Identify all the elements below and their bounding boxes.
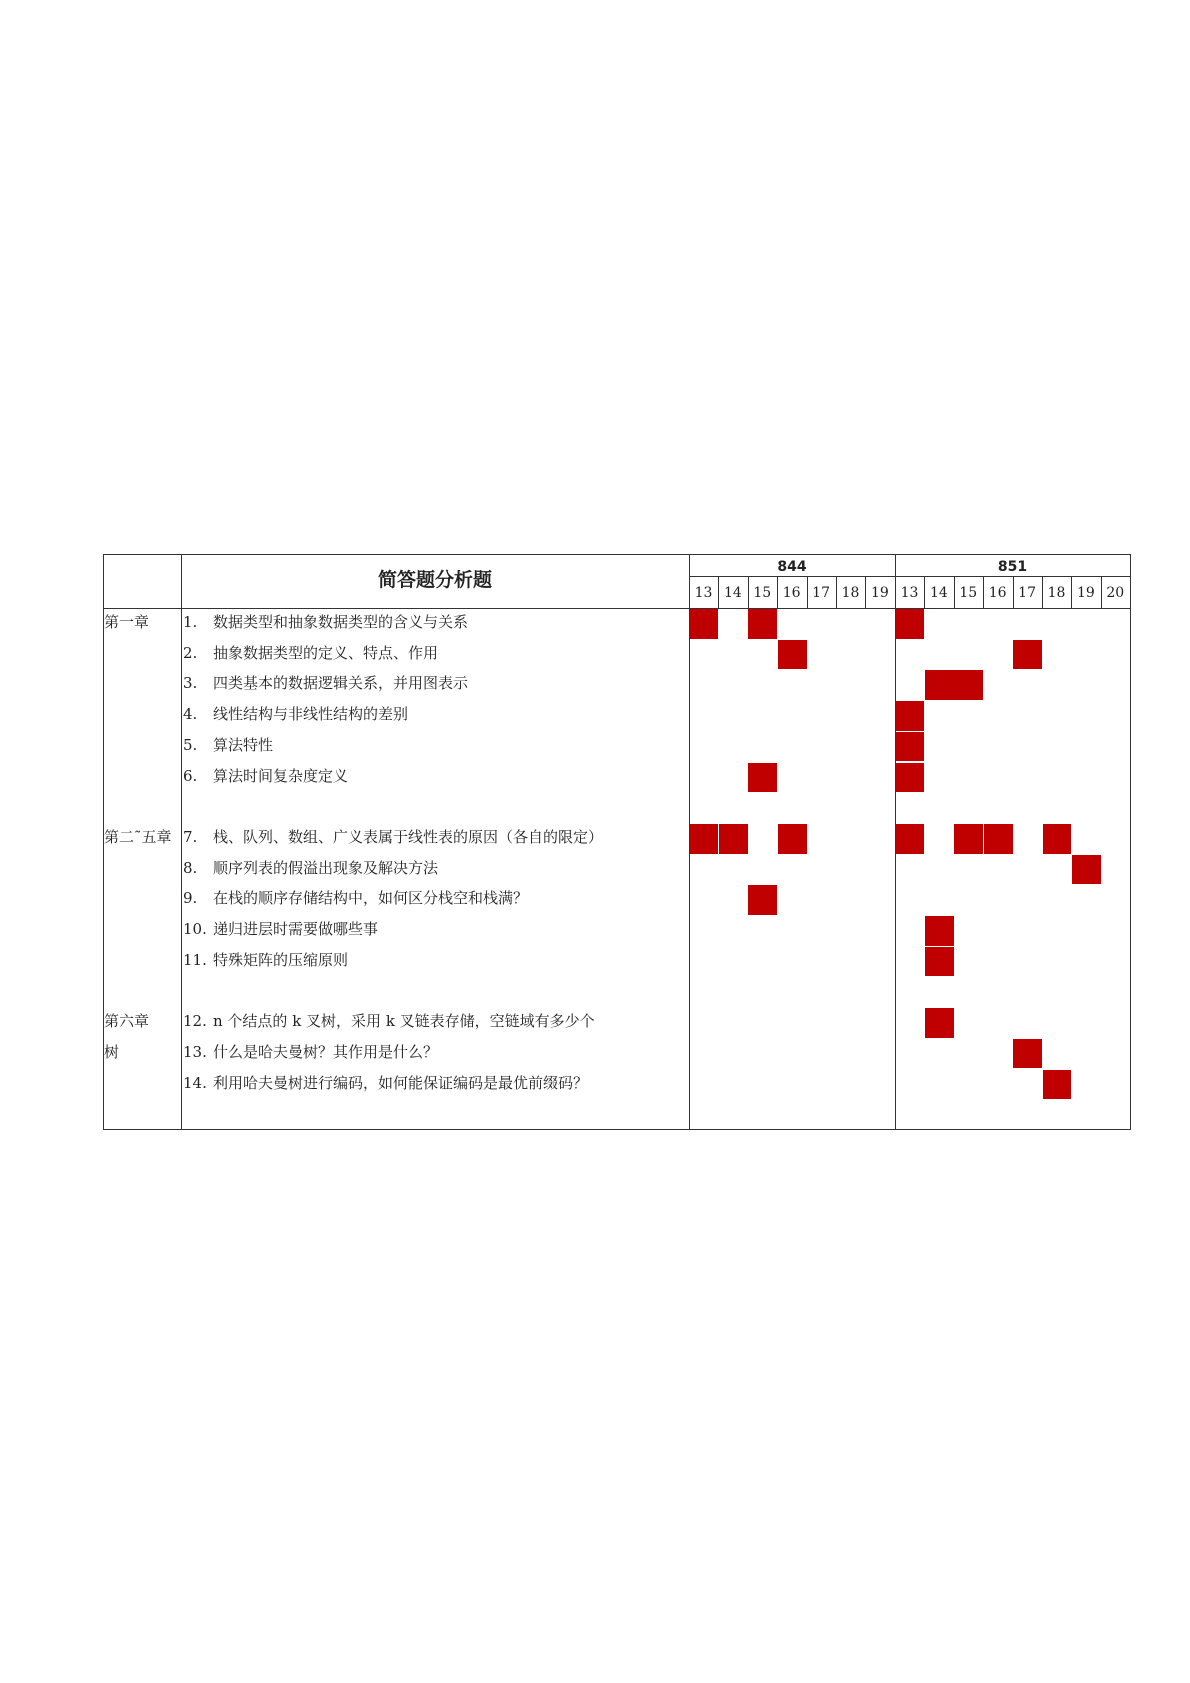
year-header: 20 (1106, 585, 1125, 601)
mark-851-16 (984, 824, 1013, 854)
year-header: 17 (812, 585, 830, 601)
mark-851-14 (925, 916, 954, 946)
question-number: 13. (183, 1042, 207, 1061)
question-text: 利用哈夫曼树进行编码，如何能保证编码是最优前缀码？ (213, 1073, 589, 1092)
question-text: 线性结构与非线性结构的差别 (213, 705, 409, 724)
table-title: 简答题分析题 (377, 569, 492, 591)
question-number: 11. (183, 950, 207, 969)
chapter-label: 第一章 (104, 613, 150, 631)
table-border-h (103, 554, 1131, 555)
chapter-label: 第六章 (104, 1012, 150, 1031)
table-border-v (181, 554, 182, 1130)
question-text: n 个结点的 k 叉树，采用 k 叉链表存储，空链域有多少个 (213, 1012, 595, 1031)
question-text: 什么是哈夫曼树？其作用是什么？ (213, 1042, 439, 1061)
mark-851-13 (896, 763, 925, 793)
mark-851-14 (925, 670, 954, 700)
question-text: 递归进层时需要做哪些事 (213, 920, 379, 938)
table-border-h (103, 608, 1131, 609)
table-border-v (1130, 554, 1131, 1130)
question-number: 4. (183, 705, 198, 724)
mark-844-15 (748, 609, 777, 639)
mark-851-13 (896, 701, 925, 731)
year-header: 18 (841, 585, 860, 601)
mark-851-13 (896, 609, 925, 639)
group-header-844: 844 (777, 559, 807, 575)
mark-851-14 (925, 947, 954, 977)
year-header: 13 (694, 585, 713, 601)
question-number: 12. (183, 1012, 207, 1031)
mark-844-13 (690, 609, 719, 639)
mark-851-17 (1013, 640, 1042, 670)
question-text: 特殊矩阵的压缩原则 (213, 950, 349, 969)
question-text: 顺序列表的假溢出现象及解决方法 (213, 858, 439, 877)
year-header: 17 (1018, 585, 1036, 601)
question-text: 栈、队列、数组、广义表属于线性表的原因（各自的限定） (213, 827, 604, 846)
table-border-h (103, 1129, 1131, 1130)
question-text: 抽象数据类型的定义、特点、作用 (213, 643, 439, 662)
mark-851-15 (954, 824, 983, 854)
question-number: 14. (183, 1073, 207, 1092)
mark-844-14 (719, 824, 748, 854)
year-header: 19 (870, 585, 889, 601)
question-text: 算法时间复杂度定义 (213, 766, 349, 785)
mark-851-14 (925, 1008, 954, 1038)
question-number: 6. (183, 766, 198, 785)
question-text: 四类基本的数据逻辑关系，并用图表示 (213, 674, 469, 693)
group-header-851: 851 (997, 559, 1028, 575)
question-number: 1. (183, 613, 198, 631)
mark-851-18 (1043, 824, 1072, 854)
question-number: 5. (183, 735, 198, 754)
year-header: 16 (988, 585, 1007, 601)
year-header: 14 (723, 585, 742, 601)
question-number: 8. (183, 858, 198, 877)
year-header: 19 (1076, 585, 1095, 601)
mark-844-15 (748, 885, 777, 915)
question-number: 10. (183, 920, 207, 938)
table-border-h (689, 576, 1130, 577)
question-number: 2. (183, 643, 198, 662)
mark-851-13 (896, 732, 925, 762)
mark-851-18 (1043, 1070, 1072, 1100)
mark-844-13 (690, 824, 719, 854)
year-header: 15 (753, 585, 772, 601)
year-header: 18 (1047, 585, 1066, 601)
year-header: 16 (782, 585, 801, 601)
chapter-label: 第二˜五章 (104, 827, 172, 846)
mark-851-15 (954, 670, 983, 700)
mark-844-15 (748, 763, 777, 793)
question-number: 3. (183, 674, 198, 693)
mark-844-16 (778, 640, 807, 670)
question-text: 数据类型和抽象数据类型的含义与关系 (213, 613, 469, 631)
mark-851-19 (1072, 855, 1101, 885)
mark-844-16 (778, 824, 807, 854)
chapter-label: 树 (104, 1042, 120, 1061)
year-header: 13 (900, 585, 919, 601)
question-text: 算法特性 (213, 735, 274, 754)
year-header: 14 (929, 585, 948, 601)
mark-851-17 (1013, 1039, 1042, 1069)
question-number: 9. (183, 889, 198, 908)
question-text: 在栈的顺序存储结构中，如何区分栈空和栈满？ (213, 889, 529, 908)
year-header: 15 (959, 585, 978, 601)
question-number: 7. (183, 827, 198, 846)
mark-851-13 (896, 824, 925, 854)
